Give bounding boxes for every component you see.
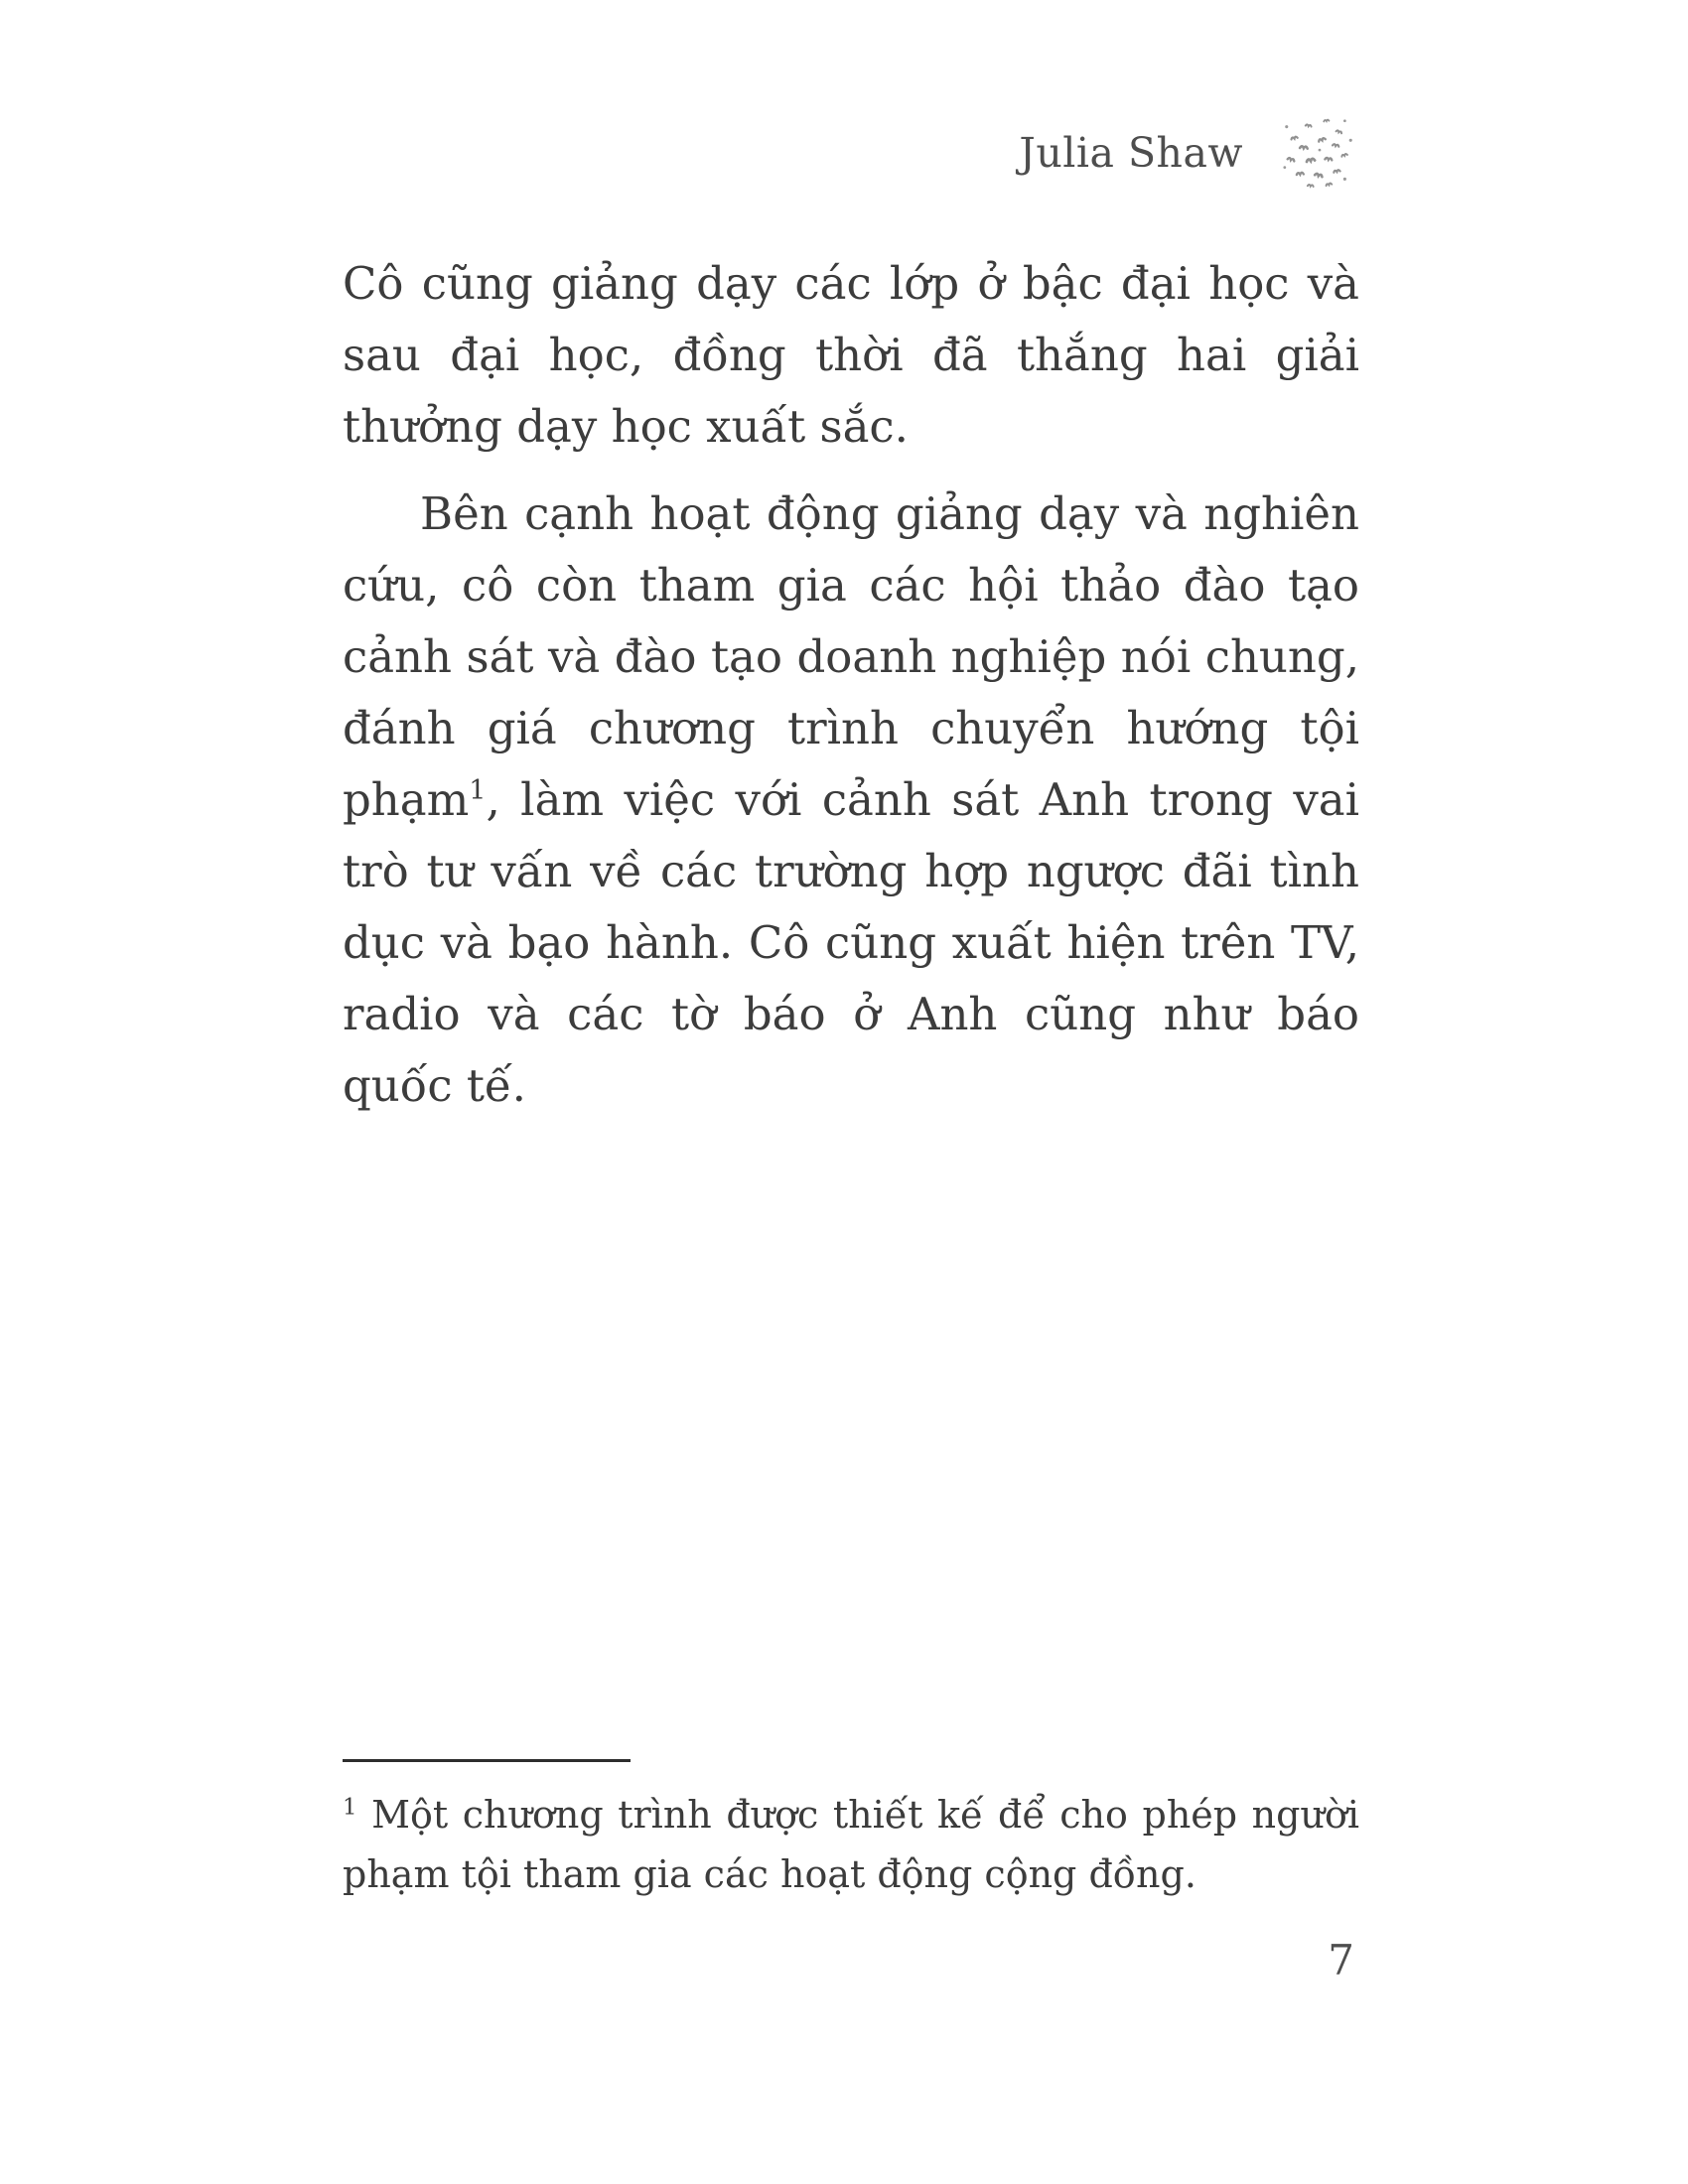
footnote-marker: 1 [343, 1794, 357, 1821]
paragraph [343, 478, 1359, 1122]
footnote-separator [343, 1759, 631, 1762]
footnote [343, 1785, 1359, 1904]
page-number: 7 [1328, 1936, 1354, 1984]
birds-head-ornament-icon [1277, 111, 1360, 195]
paragraph-text: , làm việc với cảnh sát Anh trong vai trò tư vấn về các trường hợp ngược đãi tình dục và bạo hành. Cô cũng xuất hiện trên TV, radio và các tờ báo ở Anh cũng như báo quốc tế. [343, 773, 1359, 1112]
body-text [343, 248, 1359, 1122]
footnote-reference: 1 [469, 775, 487, 806]
paragraph: Cô cũng giảng dạy các lớp ở bậc đại học và sau đại học, đồng thời đã thắng hai giải thưởng dạy học xuất sắc. [343, 257, 1359, 453]
paragraph-text: Bên cạnh hoạt động giảng dạy và nghiên cứu, cô còn tham gia các hội thảo đào tạo cảnh sát và đào tạo doanh nghiệp nói chung, đánh giá chương trình chuyển hướng tội phạm [343, 487, 1359, 826]
running-head [1019, 111, 1360, 195]
footnote-text: Một chương trình được thiết kế để cho phép người phạm tội tham gia các hoạt động cộng đồng. [343, 1793, 1359, 1896]
running-head-author: Julia Shaw [1019, 129, 1243, 177]
